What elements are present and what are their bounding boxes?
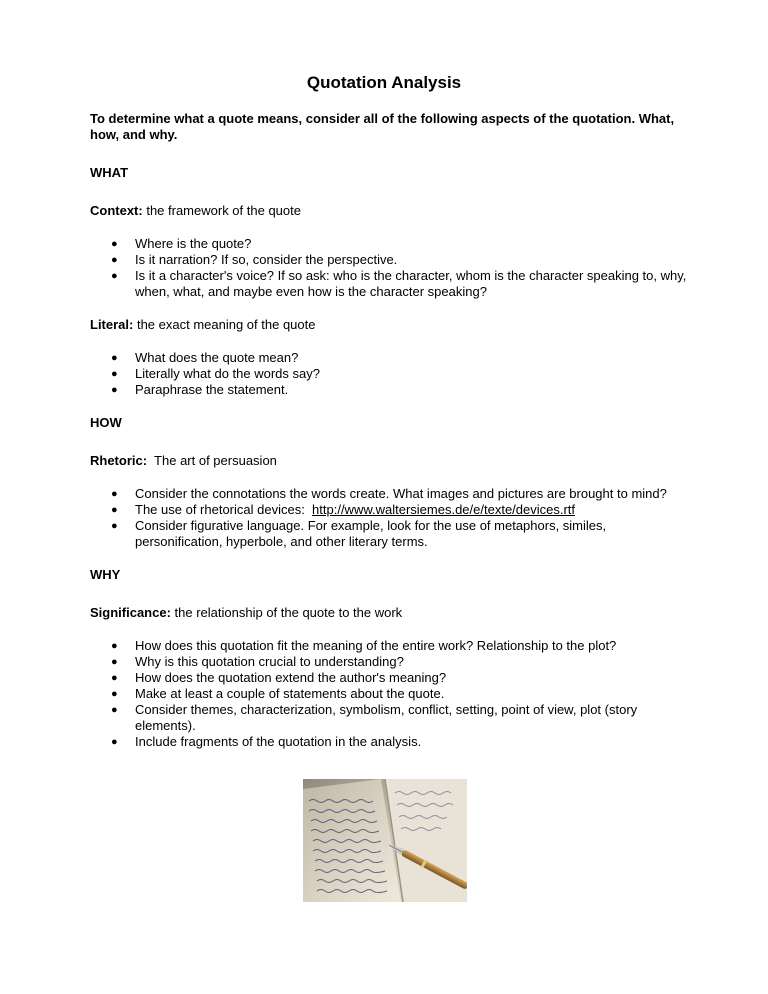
list-item-text: Consider the connotations the words create. What images and pictures are brought to mind? [135,486,667,501]
list-item [90,252,690,268]
significance-list [90,638,690,750]
bullet-icon: ● [111,736,118,748]
list-item [90,268,690,300]
list-item [90,670,690,686]
list-item-text: Where is the quote? [135,236,252,251]
list-item [90,638,690,654]
list-item [90,654,690,670]
list-item [90,702,690,734]
bullet-icon: ● [111,238,118,250]
document-body [90,111,690,767]
list-item-text: How does the quotation extend the author's meaning? [135,670,447,685]
handwritten-letter-with-pen-photo [303,779,467,902]
bullet-icon: ● [111,672,118,684]
list-item [90,686,690,702]
page-title: Quotation Analysis [306,73,462,92]
bullet-icon: ● [111,688,118,700]
list-item-text: Is it narration? If so, consider the perspective. [135,252,398,267]
list-item-text: Include fragments of the quotation in the analysis. [135,734,422,749]
list-item [90,734,690,750]
rhetoric-definition-text: The art of persuasion [147,453,277,468]
list-item-text: Why is this quotation crucial to understanding? [135,654,404,669]
list-item [90,366,690,382]
bullet-icon: ● [111,504,118,516]
bullet-icon: ● [111,520,118,532]
rhetoric-term: Rhetoric: [90,453,148,468]
significance-definition-text: the relationship of the quote to the work [170,605,403,620]
list-item [90,382,690,398]
significance-term: Significance: [90,605,171,620]
bullet-icon: ● [111,488,118,500]
list-item [90,350,690,366]
list-item-text: The use of rhetorical devices: [135,502,313,517]
bullet-icon: ● [111,270,118,282]
context-definition-text: the framework of the quote [142,203,301,218]
list-item-text: Literally what do the words say? [135,366,320,381]
bullet-icon: ● [111,352,118,364]
list-item-text: Consider themes, characterization, symbolism, conflict, setting, point of view, plot (story elements). [135,702,638,733]
bullet-icon: ● [111,656,118,668]
context-list [90,236,690,300]
list-item-text: Is it a character's voice? If so ask: who is the character, whom is the character speaking to, why, when, what, and maybe even how is the character speaking? [135,268,687,299]
intro-paragraph: To determine what a quote means, consider all of the following aspects of the quotation. What, how, and why. [90,111,675,142]
bullet-icon: ● [111,368,118,380]
literal-list [90,350,690,398]
list-item-text: Consider figurative language. For example, look for the use of metaphors, similes, personification, hyperbole, and other literary terms. [135,518,607,549]
list-item-text: Make at least a couple of statements about the quote. [135,686,445,701]
rhetorical-devices-link[interactable]: http://www.waltersiemes.de/e/texte/devices.rtf [312,502,576,517]
context-term: Context: [90,203,143,218]
list-item [90,518,690,550]
literal-definition-text: the exact meaning of the quote [133,317,316,332]
section-heading-why: WHY [90,567,121,582]
list-item-text: What does the quote mean? [135,350,299,365]
context-definition [90,203,690,219]
bullet-icon: ● [111,254,118,266]
section-heading-how: HOW [90,415,122,430]
list-item [90,236,690,252]
rhetoric-list [90,486,690,550]
bullet-icon: ● [111,704,118,716]
section-heading-what: WHAT [90,165,129,180]
significance-definition [90,605,690,621]
bullet-icon: ● [111,640,118,652]
list-item-text: How does this quotation fit the meaning of the entire work? Relationship to the plot? [135,638,617,653]
literal-term: Literal: [90,317,134,332]
list-item-text: Paraphrase the statement. [135,382,289,397]
literal-definition [90,317,690,333]
list-item [90,502,690,518]
bullet-icon: ● [111,384,118,396]
rhetoric-definition [90,453,690,469]
list-item [90,486,690,502]
